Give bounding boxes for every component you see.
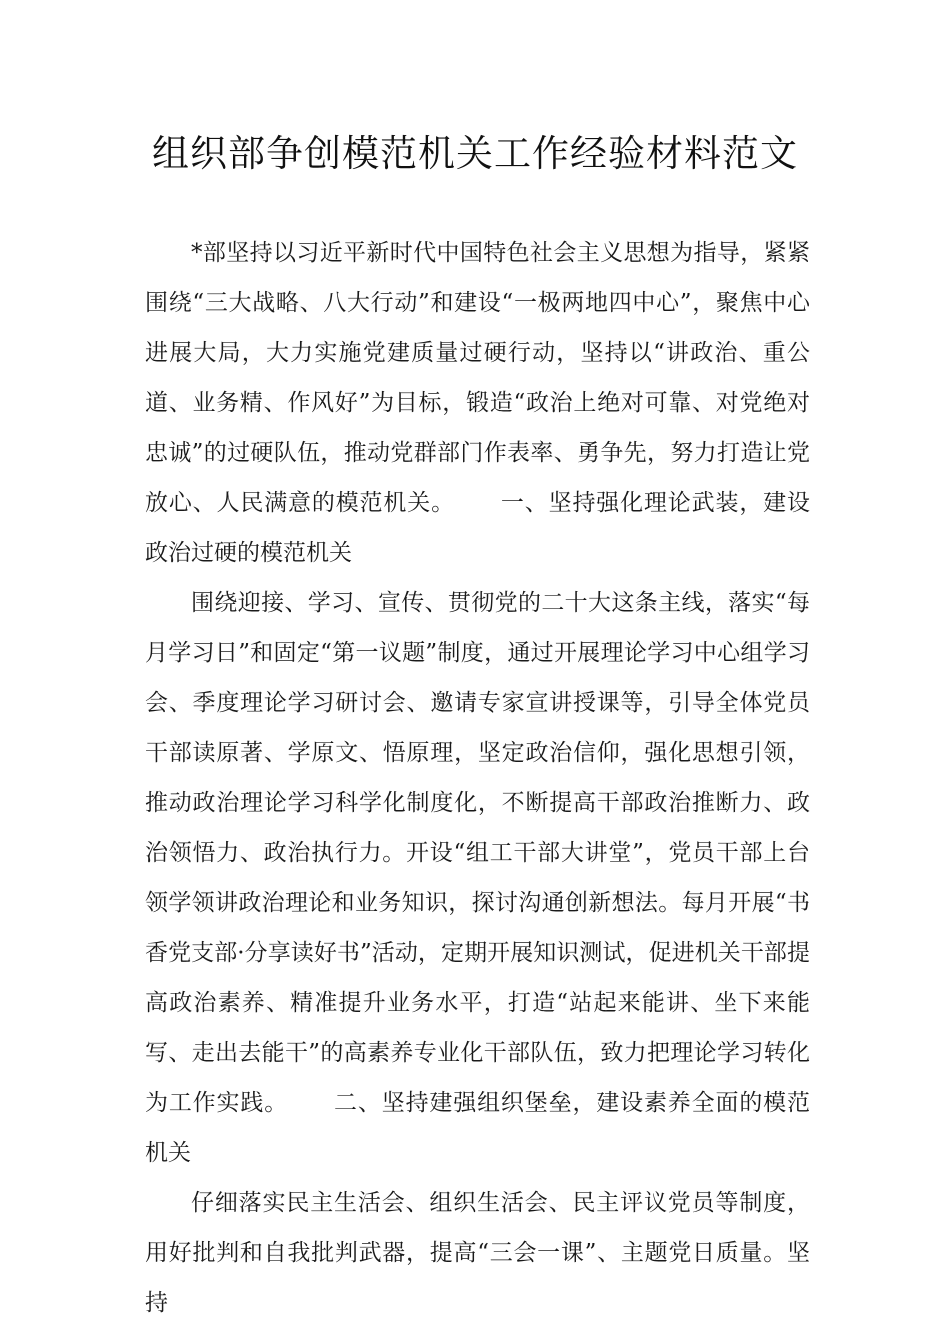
paragraph-section-2 — [145, 1178, 810, 1328]
paragraph-text: 围绕迎接、学习、宣传、贯彻党的二十大这条主线，落实“每月学习日”和固定“第一议题”制度，通过开展理论学习中心组学习会、季度理论学习研讨会、邀请专家宣讲授课等，引导全体党员干部读原著、学原文、悟原理，坚定政治信仰，强化思想引领，推动政治理论学习科学化制度化，不断提高干部政治推断力、政治领悟力、政治执行力。开设“组工干部大讲堂”，党员干部上台领学领讲政治理论和业务知识，探讨沟通创新想法。每月开展“书香党支部·分享读好书”活动，定期开展知识测试，促进机关干部提高政治素养、精准提升业务水平，打造“站起来能讲、坐下来能写、走出去能干”的高素养专业化干部队伍，致力把理论学习转化为工作实践。 — [145, 590, 810, 1116]
document-title: 组织部争创模范机关工作经验材料范文 — [152, 132, 798, 175]
paragraph-text: *部坚持以习近平新时代中国特色社会主义思想为指导，紧紧围绕“三大战略、八大行动”和建设“一极两地四中心”，聚焦中心进展大局，大力实施党建质量过硬行动，坚持以“讲政治、重公道、业务精、作风好”为目标，锻造“政治上绝对可靠、对党绝对忠诚”的过硬队伍，推动党群部门作表率、勇争先，努力打造让党放心、人民满意的模范机关。 — [145, 240, 810, 516]
paragraph-intro — [145, 228, 810, 578]
paragraph-text: 仔细落实民主生活会、组织生活会、民主评议党员等制度，用好批判和自我批判武器，提高“三会一课”、主题党日质量。坚持 — [145, 1190, 810, 1316]
paragraph-section-1 — [145, 578, 810, 1178]
document-body — [145, 228, 810, 1328]
section-heading-2: 二、坚持建强组织堡垒，建设素养全面的模范机关 — [145, 1090, 811, 1166]
section-heading-1: 一、坚持强化理论武装，建设政治过硬的模范机关 — [145, 490, 811, 566]
